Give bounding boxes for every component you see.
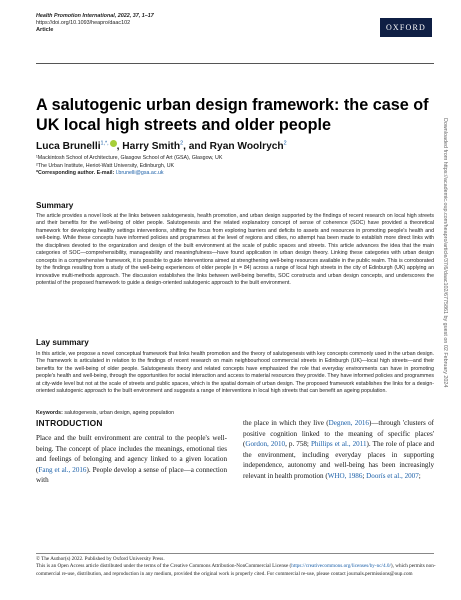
copyright-line: © The Author(s) 2022. Published by Oxford University Press.: [36, 556, 165, 562]
doi-link[interactable]: https://doi.org/10.1093/heapro/daac102: [36, 20, 131, 26]
citation-link[interactable]: Gordon, 2010: [245, 440, 286, 449]
license-text: This is an Open Access article distributed under the terms of the Creative Commons Attribution-NonCommercial License (https://creativecommons.org/licenses/by-nc/4.0/), which permits non-commercial re-use, distribution, and reproduction in any medium, provided the original work is properly cited. For commercial re-use, please contact journals.permissions@oup.com: [36, 563, 436, 577]
author-2-sup: 2: [180, 140, 184, 147]
article-type: Article: [36, 27, 54, 33]
citation-link[interactable]: Degnen, 2016: [328, 419, 369, 427]
email-link[interactable]: l.brunelli@gsa.ac.uk: [115, 170, 164, 177]
author-3-sup: 2: [283, 140, 287, 147]
author-1: Luca Brunelli: [36, 141, 101, 152]
keywords-value: salutogenesis, urban design, ageing population: [64, 410, 175, 416]
journal-header: [36, 13, 154, 34]
article-title: A salutogenic urban design framework: the case of UK local high streets and older people: [36, 96, 429, 134]
citation-link[interactable]: Doorís et al., 2007: [366, 471, 419, 480]
author-3: , and Ryan Woolrych: [183, 141, 284, 152]
download-side-note: Downloaded from https://academic.oup.com/heapro/article/37/6/daac102/6775861 by guest on 02 February 2024: [442, 118, 448, 388]
citation-link[interactable]: Fang et al., 2016: [38, 465, 87, 474]
orcid-icon[interactable]: [110, 140, 117, 147]
affiliation-2: ²The Urban Institute, Heriot-Watt University, Edinburgh, UK: [36, 162, 175, 169]
corresponding-author: *Corresponding author. E-mail: l.brunelli@gsa.ac.uk: [36, 170, 164, 177]
license-link[interactable]: https://creativecommons.org/licenses/by-nc/4.0/: [291, 563, 391, 570]
license-footer: [36, 556, 436, 578]
summary-text: The article provides a novel look at the links between salutogenesis, health promotion, and urban design supported by the findings of recent research on local high streets and their benefits for the well-being of older people. Salutogenesis and the related explanatory concept of sense of coherence (SOC) have provided a theoretical framework for developing healthy settings interventions, shifting the focus from exploring barriers and deficits to assets and resources in promoting people's health and well-being. While these concepts have informed policies and programmes at the level of regions and cities, no attempt has been made to establish more direct links with the disciplines devoted to the organization and design of the built environment at the scale of public spaces and streets. This article advances the idea that the main categories of SOC—comprehensibility, manageability and meaningfulness—have found application in urban design theory. Linking these categories with urban design concepts in a comprehensive framework, it is possible to guide interventions aimed at strengthening well-being resources available in the public realm. This is corroborated by the findings resulting from a study of the well-being experiences of older people (n = 84) across a range of local high streets in the city of Edinburgh (UK) applying an innovative multi-methods approach. The discussion establishes the links between well-being benefits, SOC constructs and urban design concepts, and underscores the potential of the proposed framework to guide a design-oriented salutogenic approach to the built environment.: [36, 213, 434, 287]
affiliation-1: ¹Mackintosh School of Architecture, Glasgow School of Art (GSA), Glasgow, UK: [36, 155, 223, 161]
oxford-logo: OXFORD: [380, 18, 432, 37]
introduction-heading: INTRODUCTION: [36, 418, 103, 428]
header-rule: [36, 63, 434, 64]
author-line: [36, 140, 287, 152]
affiliations: [36, 155, 222, 178]
intro-left-column: Place and the built environment are central to the people's well-being. The concept of place includes the meanings, emotional ties and feelings of belonging and agency linked to a given location (Fang et al., 2016). People develop a sense of place—a connection with: [36, 434, 228, 485]
keywords: Keywords: salutogenesis, urban design, ageing population: [36, 410, 175, 416]
citation-link[interactable]: WHO, 1986: [327, 471, 363, 480]
lay-summary-heading: Lay summary: [36, 338, 89, 347]
author-1-sup: 1,*,: [100, 140, 109, 147]
lay-summary-text: In this article, we propose a novel conceptual framework that links health promotion and the theory of salutogenesis with key concepts commonly used in the urban design. The framework is articulated in relation to the findings of recent research on main neighbourhood commercial streets in Edinburgh (UK)—local high streets—and their benefits for the well-being of older people. Salutogenesis theory and related concepts have emphasized the role that everyday environments can have in promoting people's health and well-being, through the opportunities for social interaction and access to material resources they provide. They have informed policies and programmes at city-wide level but not at the scale of streets and public spaces, which is the spatial domain of urban design. The proposed framework establishes the links for a design-oriented salutogenic approach to the built environment and suggests a range of interventions in local high streets that can benefit an ageing population.: [36, 351, 434, 395]
citation-link[interactable]: Phillips et al., 2011: [310, 440, 367, 449]
journal-line: Health Promotion International, 2022, 37, 1–17: [36, 13, 154, 19]
author-2: , Harry Smith: [116, 141, 181, 152]
footer-rule: [36, 553, 434, 554]
summary-heading: Summary: [36, 201, 74, 210]
intro-right-column: the place in which they live (Degnen, 2016)—through 'clusters of positive cognition linked to the meaning of specific places' (Gordon, 2010, p. 758; Phillips et al., 2011). The role of place and the environment, including everyday places in supporting independence, autonomy and well-being has been increasingly relevant in health promotion (WHO, 1986; Doorís et al., 2007;: [243, 419, 435, 480]
